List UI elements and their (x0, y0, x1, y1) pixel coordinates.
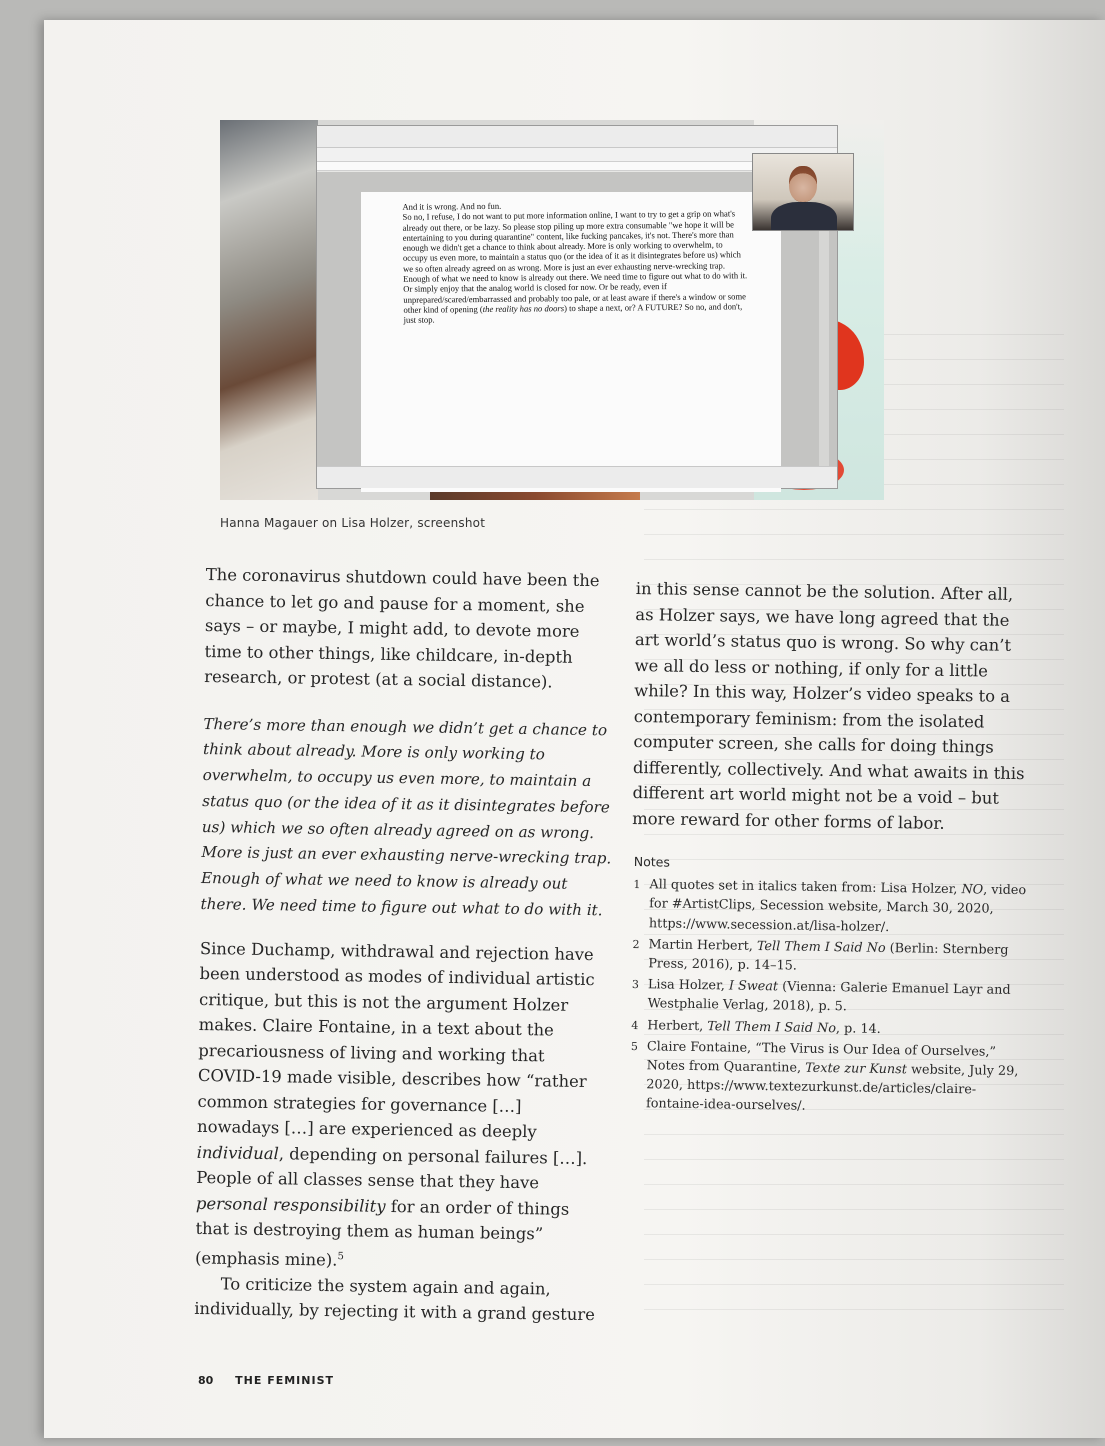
note-number: 4 (631, 1018, 639, 1032)
body-paragraph: To criticize the system again and again, individually, by rejecting it with a grand gesture (194, 1274, 596, 1325)
note-text-run: (Berlin: Sternberg Press, 2016), p. 14–15. (648, 940, 1009, 974)
text-run: for an order of things that is destroying them as human beings” (emphasis mine). (194, 1196, 570, 1270)
note-item (630, 1037, 1031, 1120)
note-item (632, 935, 1033, 980)
note-text (646, 1037, 1031, 1120)
doc-paragraph (402, 208, 748, 325)
note-number: 2 (632, 937, 640, 951)
note-text (648, 935, 1033, 979)
page-number: 80 (198, 1374, 214, 1387)
note-title: Tell Them I Said No (707, 1018, 837, 1036)
note-title: Texte zur Kunst (805, 1060, 908, 1078)
note-text-run: Claire Fontaine, “The Virus is Our Idea of Ourselves,” Notes from Quarantine, (646, 1039, 997, 1076)
note-title: Tell Them I Said No (756, 938, 886, 956)
note-text (647, 975, 1032, 1019)
body-paragraph: The coronavirus shutdown could have been the chance to let go and pause for a moment, she says – or maybe, I might add, to devote more time to other things, like childcare, in-depth research, or protest (at a social distance). (204, 564, 600, 692)
status-bar (317, 466, 837, 488)
publication-title: THE FEMINIST (235, 1374, 335, 1387)
note-text-run: Herbert, (647, 1017, 708, 1034)
note-text-run: , p. 14. (835, 1020, 881, 1037)
block-quote: There’s more than enough we didn’t get a chance to think about already. More is only working to overwhelm, to occupy us even more, to maintain a status quo (or the idea of it as it disintegrates before us) which we so often already agreed on as wrong. More is just an ever exhausting nerve-wrecking trap. Enough of what we need to know is already out there. We need time to figure out what to do with it. (200, 714, 612, 920)
note-title: NO (961, 882, 984, 898)
doc-line-1: And it is wrong. And no fun. (402, 200, 502, 212)
doc-paragraph-text: So no, I refuse, I do not want to put more information online, I want to try to get a grip on what's already out there, or be lazy. So please stop piling up more extra consumable "we hope it will be entertaining to you during quarantine" content, like fucking pancakes, it's not. There's more than enough we didn't get a chance to think about already. More is only working to overwhelm, to occupy us even more, to maintain a status quo (or the idea of it as it disintegrates before us) which we so often already agreed on as wrong. More is just an ever exhausting nerve-wrecking trap. Enough of what we need to know is already out there. We need time to figure out what to do with it. Or simply enjoy that the analog world is closed for now. Or be ready, even if unprepared/scared/embarrassed and probably too pale, or at least aware if there's a window or some other kind of opening ( (402, 208, 748, 315)
notes-heading: Notes (633, 853, 671, 870)
note-item (631, 975, 1032, 1020)
note-title: I Sweat (728, 978, 779, 995)
note-text-run: , video for #ArtistClips, Secession website, March 30, 2020, https://www.secession.at/lisa-holzer/. (648, 882, 1027, 935)
body-column-right (632, 576, 1036, 837)
person-head (789, 166, 817, 202)
doc-paragraph-italic: the reality has no doors (482, 303, 565, 314)
note-number: 3 (631, 978, 640, 992)
note-item (633, 875, 1034, 939)
figure-screenshot (220, 120, 884, 500)
editor-toolbar (317, 126, 837, 148)
note-number: 5 (630, 1039, 639, 1053)
emphasis: individual (196, 1142, 279, 1164)
footnote-ref[interactable]: 5 (337, 1251, 344, 1263)
note-text-run: Lisa Holzer, (647, 977, 730, 994)
page-footer (198, 1374, 352, 1387)
text-run: , depending on personal failures […]. People of all classes sense that they have (196, 1144, 588, 1193)
note-text-run: All quotes set in italics taken from: Lisa Holzer, (649, 877, 962, 898)
note-text (649, 875, 1034, 939)
person-shoulders (771, 202, 837, 231)
note-number: 1 (633, 878, 641, 892)
body-column-left (194, 562, 616, 1328)
body-paragraph (195, 936, 610, 1277)
note-text-run: Martin Herbert, (648, 937, 758, 954)
note-text-run: (Vienna: Galerie Emanuel Layr and Westphalie Verlag, 2018), p. 5. (647, 979, 1011, 1015)
doc-paragraph-end: ) to shape a next, or? A FUTURE? So no, and don't, just stop. (403, 301, 743, 326)
notes-list (630, 875, 1034, 1120)
notes-section (630, 852, 1034, 1122)
document-text (402, 198, 748, 325)
magazine-page (44, 20, 1105, 1438)
figure-caption: Hanna Magauer on Lisa Holzer, screenshot (220, 516, 486, 530)
note-text-run: website, July 29, 2020, https://www.textezurkunst.de/articles/claire-fontaine-idea-ourselves/. (645, 1062, 1019, 1115)
emphasis: personal responsibility (195, 1193, 386, 1216)
desktop-background-left (220, 120, 318, 500)
body-paragraph: in this sense cannot be the solution. After all, as Holzer says, we have long agreed that the art world’s status quo is wrong. So why can’t we all do less or nothing, if only for a little while? In this way, Holzer’s video speaks to a contemporary feminism: from the isolated computer screen, she calls for doing things differently, collectively. And what awaits in this different art world might not be a void – but more reward for other forms of labor. (632, 578, 1025, 833)
text-run: Since Duchamp, withdrawal and rejection have been understood as modes of individual artistic critique, but this is not the argument Holzer makes. Claire Fontaine, in a text about the precariousness of living and working that COVID-19 made visible, describes how “rather common strategies for governance […] nowadays […] are experienced as deeply (196, 938, 595, 1142)
webcam-video-overlay (752, 153, 854, 231)
